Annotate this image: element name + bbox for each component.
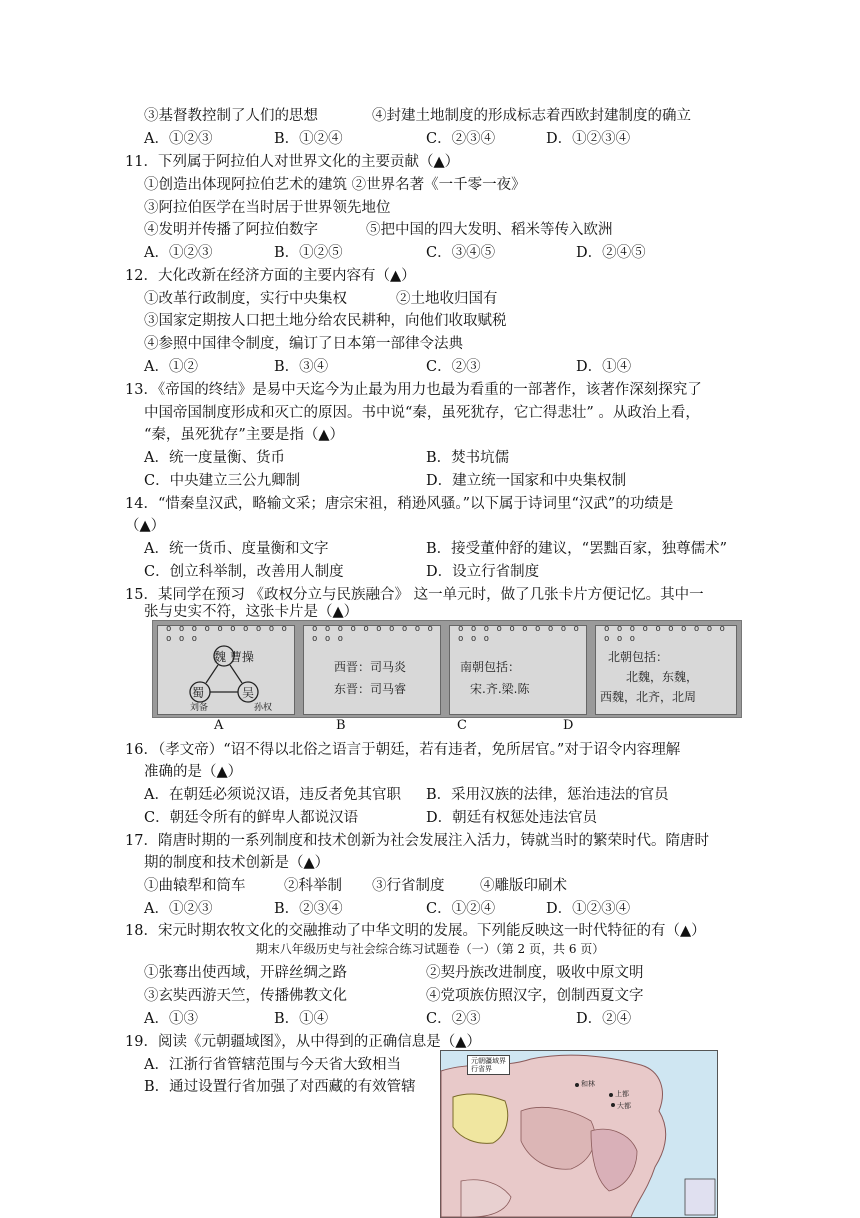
q12-item-3: ③国家定期按人口把土地分给农民耕种，向他们收取赋税 — [144, 313, 507, 329]
legend-province: 行省界 — [471, 1065, 492, 1073]
card-label-d: D — [563, 718, 574, 733]
q17-item-3: ③行省制度 — [372, 878, 445, 894]
q19-option-a[interactable]: A．江浙行省管辖范围与今天省大致相当 — [144, 1057, 401, 1073]
q18-stem: 18．宋元时期农牧文化的交融推动了中华文明的发展。下列能反映这一时代特征的有（▲） — [125, 923, 706, 939]
q17-stem-1: 17．隋唐时期的一系列制度和技术创新为社会发展注入活力，铸就当时的繁荣时代。隋唐时 — [125, 833, 709, 849]
q16-option-b[interactable]: B．采用汉族的法律，惩治违法的官员 — [426, 787, 669, 803]
q12-option-a[interactable]: A．①② — [144, 359, 198, 375]
card-b[interactable] — [303, 625, 441, 715]
q12-option-c[interactable]: C．②③ — [426, 359, 481, 375]
flashcards-image — [152, 620, 742, 718]
q18-item-1: ①张骞出使西域，开辟丝绸之路 — [144, 965, 347, 981]
q10-option-a[interactable]: A．①②③ — [144, 131, 213, 147]
q14-option-a[interactable]: A．统一货币、度量衡和文字 — [144, 541, 329, 557]
card-a-shu: 蜀 — [192, 686, 205, 700]
q17-option-c[interactable]: C．①②④ — [426, 901, 496, 917]
q12-stem: 12．大化改新在经济方面的主要内容有（▲） — [125, 268, 416, 284]
card-a-diagram — [158, 626, 294, 714]
card-rings: o o o o o o o o o o o o o — [458, 624, 580, 644]
card-rings: o o o o o o o o o o o o o — [312, 624, 434, 644]
q12-item-1: ①改革行政制度，实行中央集权 — [144, 291, 347, 307]
q11-item-1: ①创造出体现阿拉伯艺术的建筑 ②世界名著《一千零一夜》 — [144, 177, 526, 193]
q11-option-c[interactable]: C．③④⑤ — [426, 245, 496, 261]
card-label-c: C — [457, 718, 467, 733]
q13-option-d[interactable]: D．建立统一国家和中央集权制 — [426, 473, 627, 489]
q11-item-5: ⑤把中国的四大发明、稻米等传入欧洲 — [366, 222, 613, 238]
card-rings: o o o o o o o o o o o o o — [604, 624, 726, 644]
card-d-line-3: 西魏，北齐，北周 — [600, 690, 697, 704]
card-d-line-2: 北魏，东魏， — [626, 670, 699, 684]
q17-option-b[interactable]: B．②③④ — [274, 901, 343, 917]
q10-item-4: ④封建土地制度的形成标志着西欧封建制度的确立 — [372, 108, 691, 124]
q12-item-4: ④参照中国律令制度，编订了日本第一部律令法典 — [144, 336, 463, 352]
card-a[interactable] — [157, 625, 295, 715]
q19-stem: 19．阅读《元朝疆域图》，从中得到的正确信息是（▲） — [125, 1034, 481, 1050]
page-footer: 期末八年级历史与社会综合练习试题卷（一）（第 2 页，共 6 页） — [255, 942, 605, 956]
q13-option-c[interactable]: C．中央建立三公九卿制 — [144, 473, 301, 489]
card-b-line-1: 西晋：司马炎 — [334, 660, 407, 674]
q16-option-c[interactable]: C．朝廷令所有的鲜卑人都说汉语 — [144, 810, 359, 826]
q17-stem-2: 期的制度和技术创新是（▲） — [144, 855, 330, 871]
q12-option-b[interactable]: B．③④ — [274, 359, 329, 375]
q13-stem-1: 13．《帝国的终结》是易中天迄今为止最为用力也最为看重的一部著作，该著作深刻探究了 — [125, 382, 702, 398]
q17-item-4: ④雕版印刷术 — [480, 878, 567, 894]
q13-option-b[interactable]: B．焚书坑儒 — [426, 450, 510, 466]
map-shapes — [441, 1051, 717, 1217]
card-a-wu-ruler: 孙权 — [254, 703, 273, 713]
q12-item-2: ②土地收归国有 — [396, 291, 498, 307]
q17-option-a[interactable]: A．①②③ — [144, 901, 213, 917]
q11-option-d[interactable]: D．②④⑤ — [576, 245, 646, 261]
card-a-wei: 魏 曹操 — [214, 650, 254, 664]
q15-stem-1: 15．某同学在预习 《政权分立与民族融合》 这一单元时，做了几张卡片方便记忆。其中一 — [125, 587, 704, 603]
card-label-b: B — [336, 718, 346, 733]
q10-option-d[interactable]: D．①②③④ — [546, 131, 631, 147]
card-b-line-2: 东晋：司马睿 — [334, 682, 407, 696]
q16-stem-1: 16．（孝文帝）“诏不得以北俗之语言于朝廷，若有违者，免所居官。”对于诏令内容理解 — [125, 742, 681, 758]
yuan-territory-map — [440, 1050, 718, 1218]
card-d[interactable] — [595, 625, 737, 715]
q16-option-a[interactable]: A．在朝廷必须说汉语，违反者免其官职 — [144, 787, 401, 803]
map-label-helin: 和林 — [581, 1080, 595, 1088]
q10-option-b[interactable]: B．①②④ — [274, 131, 343, 147]
legend-border: 元朝疆域界 — [471, 1057, 506, 1065]
q14-stem-1: 14．“惜秦皇汉武，略输文采；唐宗宋祖，稍逊风骚。”以下属于诗词里“汉武”的功绩是 — [125, 496, 674, 512]
q18-option-a[interactable]: A．①③ — [144, 1011, 198, 1027]
q11-option-a[interactable]: A．①②③ — [144, 245, 213, 261]
map-label-shangdu: 上都 — [615, 1090, 629, 1098]
q17-item-2: ②科举制 — [284, 878, 342, 894]
card-rings: o o o o o o o o o o o o o — [166, 624, 288, 644]
q15-stem-2: 张与史实不符，这张卡片是（▲） — [144, 604, 359, 620]
q18-option-c[interactable]: C．②③ — [426, 1011, 481, 1027]
q12-option-d[interactable]: D．①④ — [576, 359, 632, 375]
map-legend — [467, 1055, 510, 1075]
q17-option-d[interactable]: D．①②③④ — [546, 901, 631, 917]
card-c[interactable] — [449, 625, 587, 715]
q16-stem-2: 准确的是（▲） — [144, 764, 243, 780]
q18-item-2: ②契丹族改进制度，吸收中原文明 — [426, 965, 644, 981]
q13-stem-2: 中国帝国制度形成和灭亡的原因。书中说“秦，虽死犹存，它亡得悲壮” 。从政治上看， — [144, 405, 700, 421]
q18-item-4: ④党项族仿照汉字，创制西夏文字 — [426, 988, 644, 1004]
q19-option-b[interactable]: B．通过设置行省加强了对西藏的有效管辖 — [144, 1079, 416, 1095]
q16-option-d[interactable]: D．朝廷有权惩处违法官员 — [426, 810, 598, 826]
q10-item-3: ③基督教控制了人们的思想 — [144, 108, 318, 124]
map-label-dadu: 大都 — [617, 1102, 631, 1110]
q13-option-a[interactable]: A．统一度量衡、货币 — [144, 450, 285, 466]
q11-stem: 11．下列属于阿拉伯人对世界文化的主要贡献（▲） — [125, 154, 460, 170]
q13-stem-3: “秦，虽死犹存”主要是指（▲） — [144, 427, 344, 443]
q10-option-c[interactable]: C．②③④ — [426, 131, 496, 147]
q17-item-1: ①曲辕犁和筒车 — [144, 878, 246, 894]
q18-option-d[interactable]: D．②④ — [576, 1011, 632, 1027]
q14-option-d[interactable]: D．设立行省制度 — [426, 564, 540, 580]
card-c-line-2: 宋.齐.梁.陈 — [470, 682, 530, 696]
q11-item-3: ③阿拉伯医学在当时居于世界领先地位 — [144, 200, 391, 216]
card-d-line-1: 北朝包括： — [608, 650, 669, 664]
q11-item-4: ④发明并传播了阿拉伯数字 — [144, 222, 318, 238]
card-a-shu-ruler: 刘备 — [190, 703, 209, 713]
q14-option-c[interactable]: C．创立科举制，改善用人制度 — [144, 564, 344, 580]
q18-option-b[interactable]: B．①④ — [274, 1011, 329, 1027]
q11-option-b[interactable]: B．①②⑤ — [274, 245, 343, 261]
card-c-line-1: 南朝包括： — [460, 660, 521, 674]
q18-item-3: ③玄奘西游天竺，传播佛教文化 — [144, 988, 347, 1004]
q14-stem-2: （▲） — [125, 518, 166, 534]
q14-option-b[interactable]: B．接受董仲舒的建议，“罢黜百家，独尊儒术” — [426, 541, 727, 557]
card-a-wu: 吴 — [242, 686, 255, 700]
card-label-a: A — [214, 718, 224, 733]
